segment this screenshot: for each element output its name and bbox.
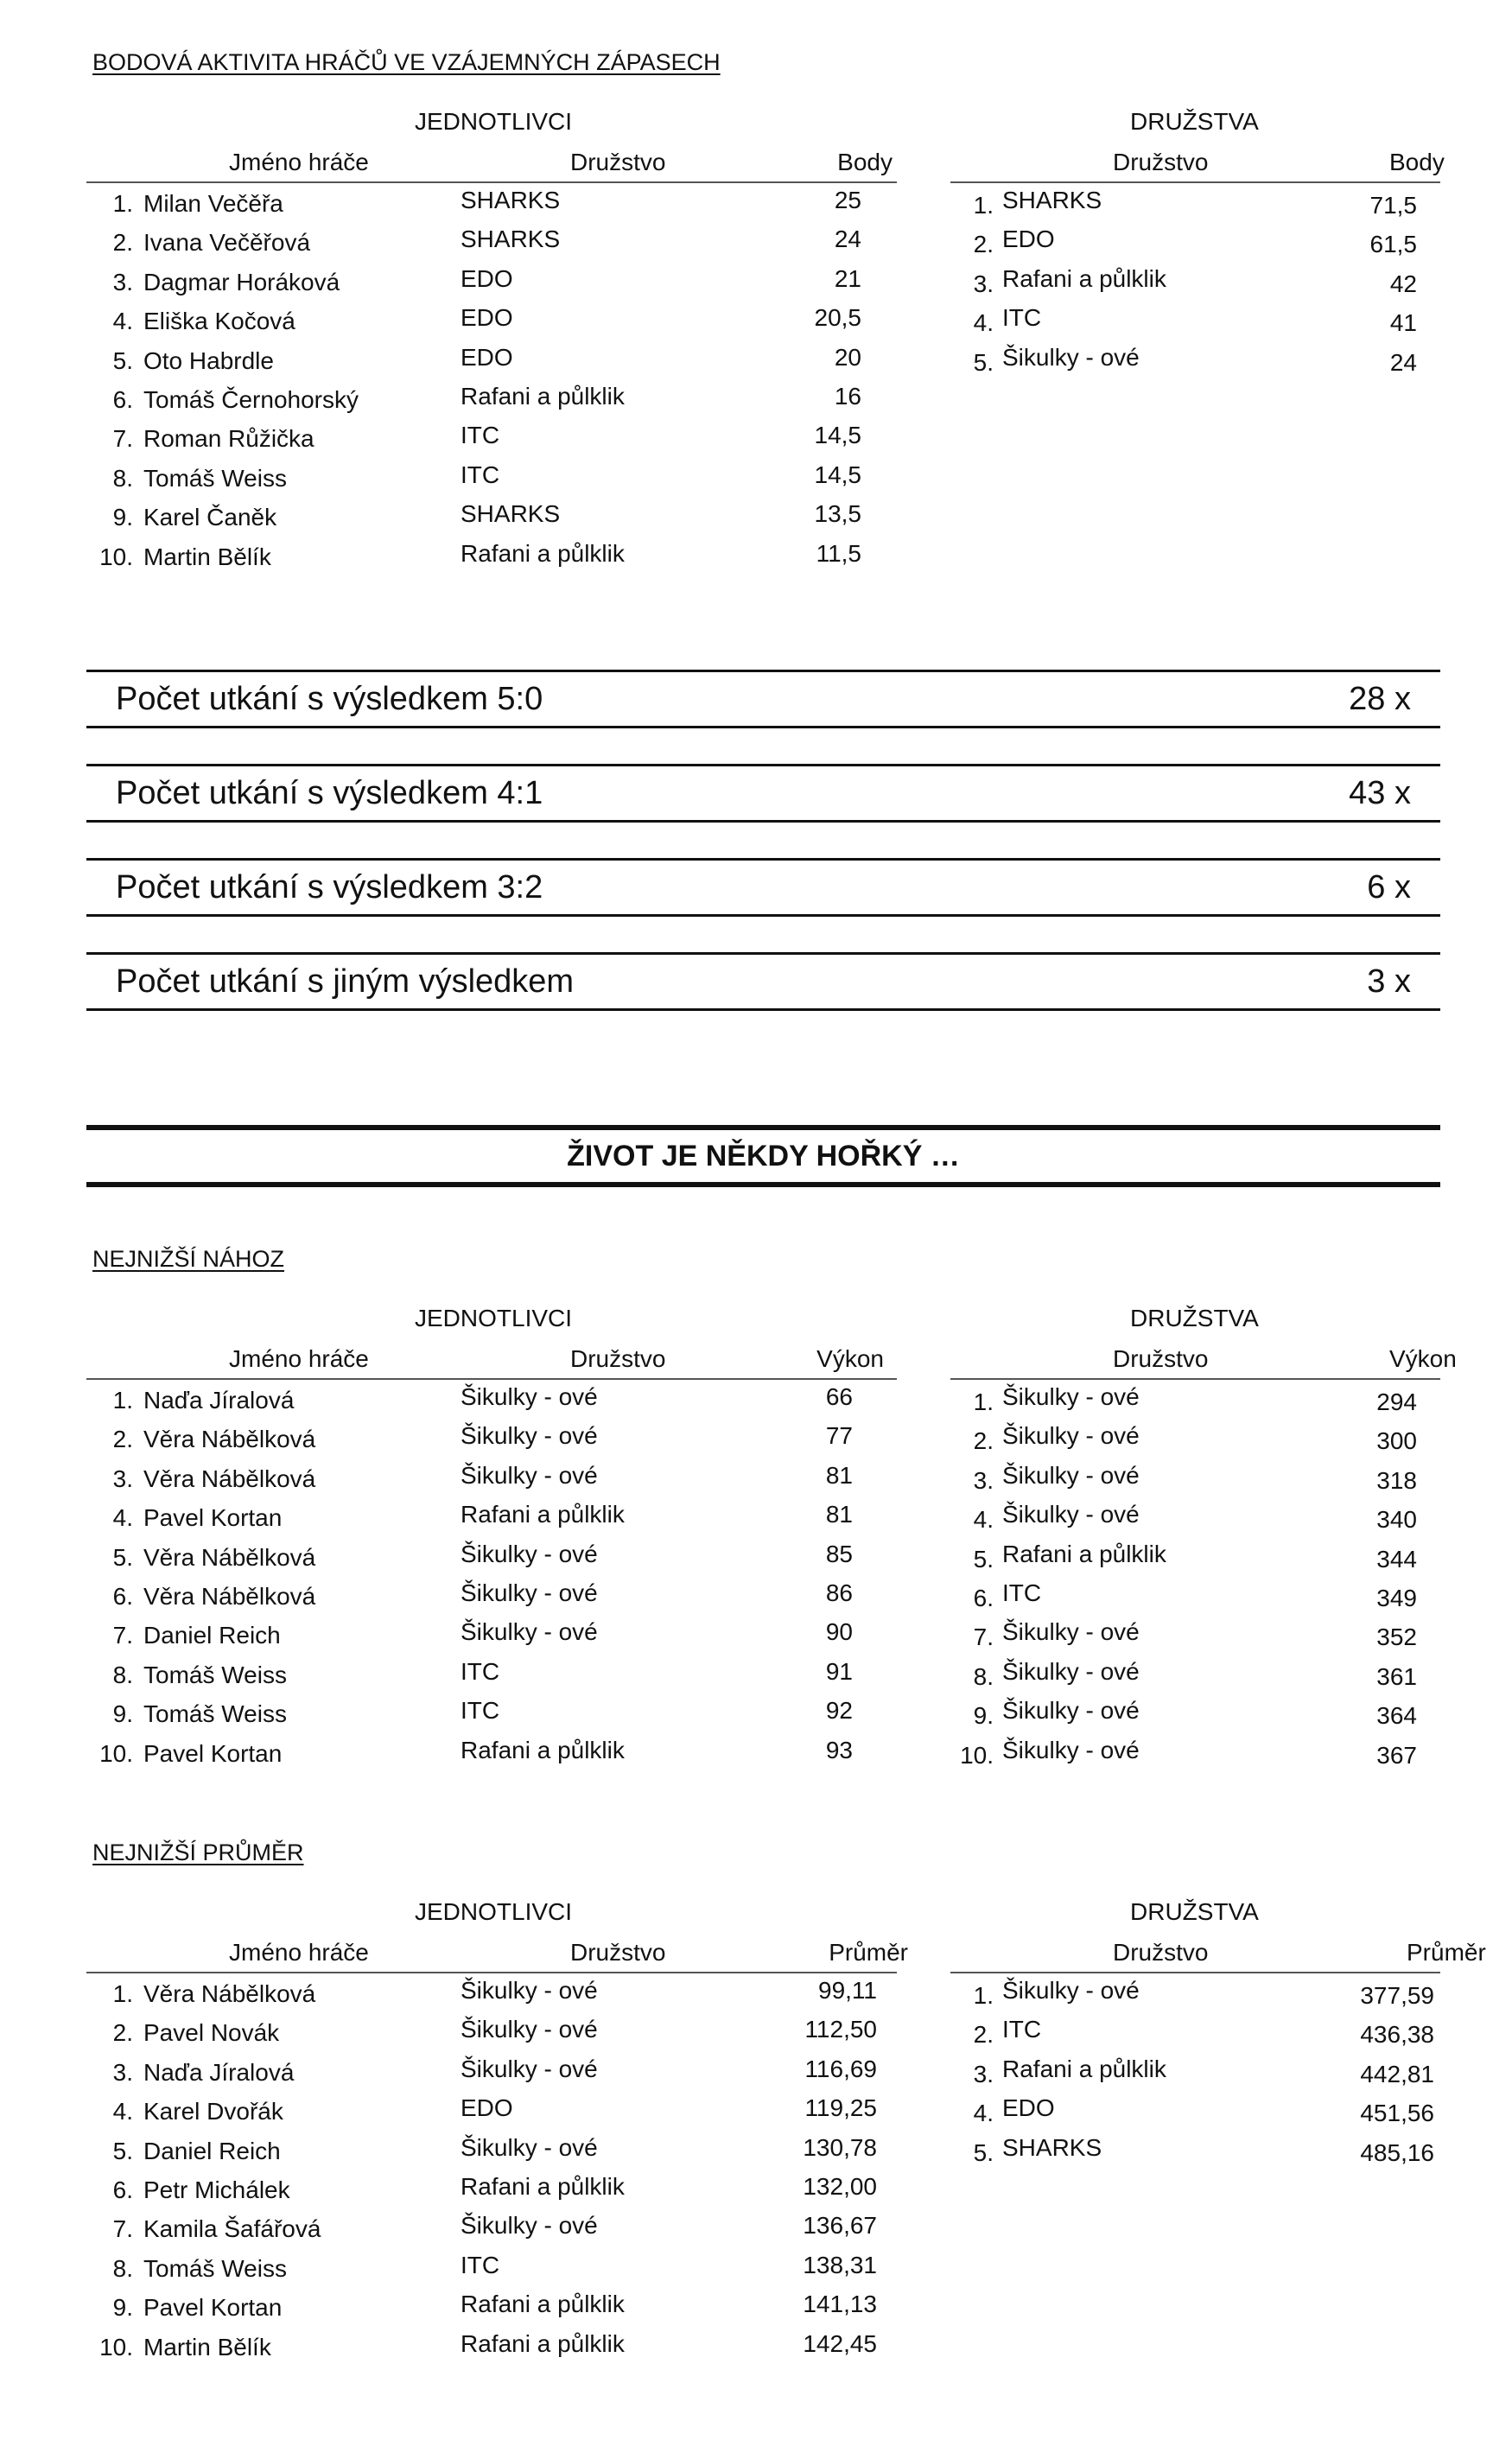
row-team: SHARKS xyxy=(461,187,561,213)
header-value: Průměr xyxy=(1407,1939,1486,1966)
row-value: 77 xyxy=(825,1422,853,1450)
table-row xyxy=(950,2091,1440,2130)
row-rank: 4. xyxy=(112,2098,133,2125)
table-row xyxy=(86,1733,897,1772)
table-row xyxy=(86,2327,897,2366)
row-team: Šikulky - ové xyxy=(1002,1501,1140,1528)
table-row xyxy=(950,262,1440,301)
row-rank: 5. xyxy=(112,1543,133,1571)
row-rank: 10. xyxy=(99,1739,133,1767)
row-value: 90 xyxy=(825,1618,853,1646)
row-player-name: Naďa Jíralová xyxy=(143,1387,295,1414)
row-rank: 4. xyxy=(112,1504,133,1532)
row-rank: 8. xyxy=(112,1661,133,1688)
row-value: 318 xyxy=(1376,1466,1417,1494)
row-player-name: Martin Bělík xyxy=(143,2333,271,2361)
teams-heading: DRUŽSTVA xyxy=(1130,108,1259,135)
row-rank: 8. xyxy=(973,1662,994,1690)
row-team: EDO xyxy=(461,343,513,371)
table-row xyxy=(950,1576,1440,1615)
row-rank: 9. xyxy=(112,504,133,531)
table-row xyxy=(950,183,1440,222)
row-player-name: Milan Večěřa xyxy=(143,190,283,217)
row-team: ITC xyxy=(461,422,500,449)
row-team: ITC xyxy=(1002,2016,1042,2043)
row-team: EDO xyxy=(1002,226,1055,253)
header-name: Jméno hráče xyxy=(229,1345,369,1372)
row-value: 81 xyxy=(825,1501,853,1528)
row-value: 41 xyxy=(1389,309,1417,337)
row-team: Rafani a půlklik xyxy=(1002,1540,1166,1567)
table-row xyxy=(86,1576,897,1615)
row-team: SHARKS xyxy=(1002,2133,1102,2161)
row-player-name: Věra Nábělková xyxy=(143,1426,316,1453)
row-player-name: Pavel Novák xyxy=(143,2019,280,2047)
header-team: Družstvo xyxy=(1113,1939,1209,1966)
table-row xyxy=(86,1973,897,2012)
row-team: Šikulky - ové xyxy=(461,2212,598,2240)
row-rank: 6. xyxy=(112,1582,133,1610)
row-value: 361 xyxy=(1376,1662,1417,1690)
row-player-name: Věra Nábělková xyxy=(143,1582,316,1610)
row-value: 71,5 xyxy=(1369,192,1417,219)
table-row xyxy=(86,497,897,536)
row-player-name: Tomáš Weiss xyxy=(143,1700,287,1728)
count-value: 3 x xyxy=(1367,963,1411,1000)
row-rank: 1. xyxy=(973,1982,994,2009)
row-player-name: Dagmar Horáková xyxy=(143,268,340,295)
row-rank: 1. xyxy=(973,192,994,219)
row-value: 91 xyxy=(825,1657,853,1685)
row-player-name: Naďa Jíralová xyxy=(143,2058,295,2086)
table-row xyxy=(86,1693,897,1732)
row-team: Šikulky - ové xyxy=(461,1618,598,1646)
row-team: Rafani a půlklik xyxy=(461,2329,625,2357)
teams-points-table xyxy=(950,145,1445,379)
row-value: 42 xyxy=(1389,270,1417,297)
row-rank: 5. xyxy=(973,2138,994,2166)
row-rank: 10. xyxy=(99,543,133,570)
row-rank: 4. xyxy=(973,2100,994,2127)
row-player-name: Oto Habrdle xyxy=(143,346,274,374)
row-rank: 5. xyxy=(973,348,994,376)
row-team: Rafani a půlklik xyxy=(1002,2055,1166,2082)
row-value: 92 xyxy=(825,1697,853,1725)
row-player-name: Petr Michálek xyxy=(143,2176,290,2203)
table-header xyxy=(86,1935,908,1973)
count-label: Počet utkání s výsledkem 5:0 xyxy=(116,681,543,717)
row-team: Šikulky - ové xyxy=(1002,1618,1140,1646)
row-player-name: Tomáš Weiss xyxy=(143,2254,287,2282)
row-team: Šikulky - ové xyxy=(1002,1422,1140,1450)
row-player-name: Karel Čaněk xyxy=(143,504,277,531)
teams-throw-table xyxy=(950,1342,1457,1772)
row-rank: 7. xyxy=(112,425,133,453)
table-row xyxy=(950,1973,1440,2012)
row-team: Šikulky - ové xyxy=(461,1579,598,1606)
row-value: 300 xyxy=(1376,1427,1417,1455)
row-team: SHARKS xyxy=(461,226,561,253)
table-row xyxy=(86,2131,897,2170)
table-row xyxy=(86,340,897,379)
row-team: Rafani a půlklik xyxy=(461,1736,625,1763)
count-value: 6 x xyxy=(1367,869,1411,905)
count-row xyxy=(86,858,1440,917)
row-rank: 3. xyxy=(973,2060,994,2087)
row-team: Rafani a půlklik xyxy=(461,382,625,410)
row-value: 14,5 xyxy=(814,461,861,488)
row-value: 20,5 xyxy=(814,304,861,332)
row-rank: 7. xyxy=(112,1622,133,1649)
header-name: Jméno hráče xyxy=(229,1939,369,1966)
row-value: 142,45 xyxy=(803,2329,877,2357)
row-value: 344 xyxy=(1376,1545,1417,1573)
row-player-name: Tomáš Weiss xyxy=(143,1661,287,1688)
table-row xyxy=(86,301,897,340)
row-player-name: Věra Nábělková xyxy=(143,1465,316,1492)
row-value: 451,56 xyxy=(1360,2100,1434,2127)
row-rank: 3. xyxy=(973,270,994,297)
header-team: Družstvo xyxy=(1113,149,1209,175)
table-row xyxy=(950,340,1440,379)
table-row xyxy=(86,1615,897,1654)
row-player-name: Pavel Kortan xyxy=(143,2294,283,2322)
table-row xyxy=(86,537,897,575)
row-value: 130,78 xyxy=(803,2133,877,2161)
row-value: 24 xyxy=(834,226,861,253)
table-row xyxy=(86,262,897,301)
teams-average-table xyxy=(950,1935,1486,2170)
row-team: Šikulky - ové xyxy=(461,1422,598,1450)
count-label: Počet utkání s výsledkem 4:1 xyxy=(116,775,543,811)
table-row xyxy=(86,2287,897,2326)
row-rank: 2. xyxy=(112,2019,133,2047)
row-team: Šikulky - ové xyxy=(461,1461,598,1489)
row-team: Rafani a půlklik xyxy=(461,1501,625,1528)
row-player-name: Tomáš Weiss xyxy=(143,464,287,492)
row-value: 119,25 xyxy=(804,2094,877,2122)
table-row xyxy=(86,1655,897,1693)
row-player-name: Pavel Kortan xyxy=(143,1739,283,1767)
count-row xyxy=(86,764,1440,823)
row-team: Šikulky - ové xyxy=(1002,1383,1140,1410)
row-value: 25 xyxy=(834,187,861,213)
row-rank: 2. xyxy=(112,1426,133,1453)
row-rank: 9. xyxy=(973,1702,994,1730)
count-row xyxy=(86,952,1440,1011)
row-value: 14,5 xyxy=(814,422,861,449)
row-value: 485,16 xyxy=(1360,2138,1434,2166)
row-rank: 8. xyxy=(112,464,133,492)
row-team: Šikulky - ové xyxy=(1002,1461,1140,1489)
row-value: 136,67 xyxy=(803,2212,877,2240)
table-row xyxy=(950,1419,1440,1458)
row-rank: 1. xyxy=(112,1980,133,2007)
table-row xyxy=(86,1419,897,1458)
section-title-lowest-throw: NEJNIŽŠÍ NÁHOZ xyxy=(92,1246,285,1272)
table-row xyxy=(86,379,897,418)
row-team: Šikulky - ové xyxy=(1002,1736,1140,1763)
table-row xyxy=(86,1380,897,1419)
row-team: Rafani a půlklik xyxy=(461,2172,625,2200)
row-team: Šikulky - ové xyxy=(461,1540,598,1567)
row-rank: 10. xyxy=(99,2333,133,2361)
row-team: EDO xyxy=(461,264,513,292)
individuals-heading: JEDNOTLIVCI xyxy=(415,108,573,135)
row-player-name: Roman Růžička xyxy=(143,425,314,453)
row-rank: 7. xyxy=(112,2215,133,2243)
row-value: 294 xyxy=(1376,1388,1417,1415)
count-label: Počet utkání s výsledkem 3:2 xyxy=(116,869,543,905)
table-row xyxy=(950,2052,1440,2091)
table-header xyxy=(86,1342,897,1380)
row-team: Šikulky - ové xyxy=(461,2133,598,2161)
table-row xyxy=(950,1497,1440,1536)
table-row xyxy=(86,1458,897,1497)
table-row xyxy=(86,2170,897,2208)
row-team: Šikulky - ové xyxy=(1002,1977,1140,2004)
row-player-name: Věra Nábělková xyxy=(143,1980,316,2007)
table-row xyxy=(86,1537,897,1576)
row-player-name: Kamila Šafářová xyxy=(143,2215,321,2243)
header-value: Výkon xyxy=(1389,1345,1457,1372)
row-team: Šikulky - ové xyxy=(461,2016,598,2043)
row-value: 24 xyxy=(1389,348,1417,376)
teams-heading: DRUŽSTVA xyxy=(1130,1898,1259,1925)
row-value: 61,5 xyxy=(1369,231,1417,258)
row-value: 116,69 xyxy=(804,2055,877,2082)
row-rank: 10. xyxy=(960,1741,994,1769)
row-team: Šikulky - ové xyxy=(461,2055,598,2082)
row-player-name: Pavel Kortan xyxy=(143,1504,283,1532)
section-title-lowest-average: NEJNIŽŠÍ PRŮMĚR xyxy=(92,1840,304,1865)
row-value: 141,13 xyxy=(803,2291,877,2318)
row-rank: 5. xyxy=(112,2137,133,2164)
row-rank: 6. xyxy=(112,2176,133,2203)
row-team: EDO xyxy=(461,304,513,332)
row-player-name: Karel Dvořák xyxy=(143,2098,283,2125)
row-value: 85 xyxy=(825,1540,853,1567)
row-player-name: Daniel Reich xyxy=(143,2137,281,2164)
row-team: ITC xyxy=(1002,304,1042,332)
row-rank: 4. xyxy=(973,309,994,337)
row-team: Šikulky - ové xyxy=(461,1977,598,2004)
row-team: Šikulky - ové xyxy=(1002,1697,1140,1725)
row-value: 66 xyxy=(825,1383,853,1410)
row-value: 349 xyxy=(1376,1584,1417,1611)
row-team: EDO xyxy=(1002,2094,1055,2122)
table-header xyxy=(950,145,1445,183)
row-team: ITC xyxy=(461,461,500,488)
row-team: ITC xyxy=(461,2251,500,2278)
header-value: Výkon xyxy=(816,1345,884,1372)
row-rank: 2. xyxy=(973,1427,994,1455)
count-label: Počet utkání s jiným výsledkem xyxy=(116,963,575,1000)
table-row xyxy=(86,2012,897,2051)
individuals-heading: JEDNOTLIVCI xyxy=(415,1898,573,1925)
row-value: 367 xyxy=(1376,1741,1417,1769)
row-team: Rafani a půlklik xyxy=(461,539,625,567)
row-rank: 3. xyxy=(973,1466,994,1494)
row-value: 86 xyxy=(825,1579,853,1606)
row-rank: 6. xyxy=(973,1584,994,1611)
row-value: 11,5 xyxy=(816,539,861,567)
individuals-points-table xyxy=(86,145,897,575)
row-value: 377,59 xyxy=(1360,1982,1434,2009)
row-value: 20 xyxy=(834,343,861,371)
table-row xyxy=(950,1537,1440,1576)
table-row xyxy=(950,1733,1440,1772)
row-team: ITC xyxy=(461,1697,500,1725)
table-row xyxy=(950,1458,1440,1497)
header-team: Družstvo xyxy=(570,149,666,175)
row-rank: 1. xyxy=(973,1388,994,1415)
table-row xyxy=(86,2248,897,2287)
table-row xyxy=(86,2052,897,2091)
table-row xyxy=(86,418,897,457)
section-title-points: BODOVÁ AKTIVITA HRÁČŮ VE VZÁJEMNÝCH ZÁPASECH xyxy=(92,49,721,75)
row-rank: 2. xyxy=(973,2021,994,2049)
row-rank: 3. xyxy=(112,1465,133,1492)
row-rank: 4. xyxy=(112,308,133,335)
row-player-name: Věra Nábělková xyxy=(143,1543,316,1571)
row-value: 93 xyxy=(825,1736,853,1763)
row-team: EDO xyxy=(461,2094,513,2122)
table-row xyxy=(950,1693,1440,1732)
table-header xyxy=(950,1342,1457,1380)
row-value: 340 xyxy=(1376,1506,1417,1534)
individuals-throw-table xyxy=(86,1342,897,1772)
table-header xyxy=(86,145,897,183)
row-value: 16 xyxy=(834,382,861,410)
row-team: ITC xyxy=(461,1657,500,1685)
row-team: Rafani a půlklik xyxy=(1002,264,1166,292)
count-value: 43 x xyxy=(1349,775,1411,811)
table-row xyxy=(950,222,1440,261)
row-player-name: Ivana Večěřová xyxy=(143,229,311,257)
row-rank: 3. xyxy=(112,268,133,295)
table-row xyxy=(86,2208,897,2247)
header-value: Body xyxy=(837,149,893,175)
row-rank: 5. xyxy=(112,346,133,374)
row-player-name: Eliška Kočová xyxy=(143,308,295,335)
row-rank: 1. xyxy=(112,1387,133,1414)
header-team: Družstvo xyxy=(570,1939,666,1966)
row-team: Šikulky - ové xyxy=(461,1383,598,1410)
row-rank: 2. xyxy=(112,229,133,257)
row-team: SHARKS xyxy=(1002,187,1102,213)
row-rank: 6. xyxy=(112,385,133,413)
teams-heading: DRUŽSTVA xyxy=(1130,1305,1259,1331)
row-value: 138,31 xyxy=(803,2251,877,2278)
individuals-heading: JEDNOTLIVCI xyxy=(415,1305,573,1331)
row-rank: 3. xyxy=(112,2058,133,2086)
header-name: Jméno hráče xyxy=(229,149,369,175)
row-team: Šikulky - ové xyxy=(1002,343,1140,371)
row-player-name: Daniel Reich xyxy=(143,1622,281,1649)
individuals-average-table xyxy=(86,1935,908,2366)
row-rank: 4. xyxy=(973,1506,994,1534)
row-rank: 2. xyxy=(973,231,994,258)
row-value: 436,38 xyxy=(1360,2021,1434,2049)
table-row xyxy=(950,2131,1440,2170)
table-header xyxy=(950,1935,1486,1973)
row-value: 112,50 xyxy=(804,2016,877,2043)
table-row xyxy=(950,1615,1440,1654)
row-value: 442,81 xyxy=(1360,2060,1434,2087)
banner-title: ŽIVOT JE NĚKDY HOŘKÝ … xyxy=(86,1125,1440,1187)
count-value: 28 x xyxy=(1349,681,1411,717)
row-value: 352 xyxy=(1376,1623,1417,1651)
row-team: Rafani a půlklik xyxy=(461,2291,625,2318)
row-value: 99,11 xyxy=(818,1977,877,2004)
row-rank: 5. xyxy=(973,1545,994,1573)
row-team: SHARKS xyxy=(461,500,561,528)
row-rank: 9. xyxy=(112,1700,133,1728)
header-team: Družstvo xyxy=(1113,1345,1209,1372)
table-row xyxy=(86,458,897,497)
row-rank: 1. xyxy=(112,190,133,217)
table-row xyxy=(950,1655,1440,1693)
row-team: ITC xyxy=(1002,1579,1042,1606)
table-row xyxy=(950,2012,1440,2051)
count-row xyxy=(86,670,1440,728)
row-rank: 8. xyxy=(112,2254,133,2282)
row-player-name: Martin Bělík xyxy=(143,543,271,570)
table-row xyxy=(950,1380,1440,1419)
table-row xyxy=(86,183,897,222)
row-value: 132,00 xyxy=(803,2172,877,2200)
table-row xyxy=(86,2091,897,2130)
header-team: Družstvo xyxy=(570,1345,666,1372)
table-row xyxy=(86,1497,897,1536)
header-value: Průměr xyxy=(829,1939,908,1966)
row-value: 81 xyxy=(825,1461,853,1489)
row-player-name: Tomáš Černohorský xyxy=(143,385,359,413)
header-value: Body xyxy=(1389,149,1445,175)
row-team: Šikulky - ové xyxy=(1002,1657,1140,1685)
row-value: 364 xyxy=(1376,1702,1417,1730)
table-row xyxy=(86,222,897,261)
table-row xyxy=(950,301,1440,340)
row-rank: 7. xyxy=(973,1623,994,1651)
row-value: 13,5 xyxy=(814,500,861,528)
row-value: 21 xyxy=(834,264,861,292)
row-rank: 9. xyxy=(112,2294,133,2322)
